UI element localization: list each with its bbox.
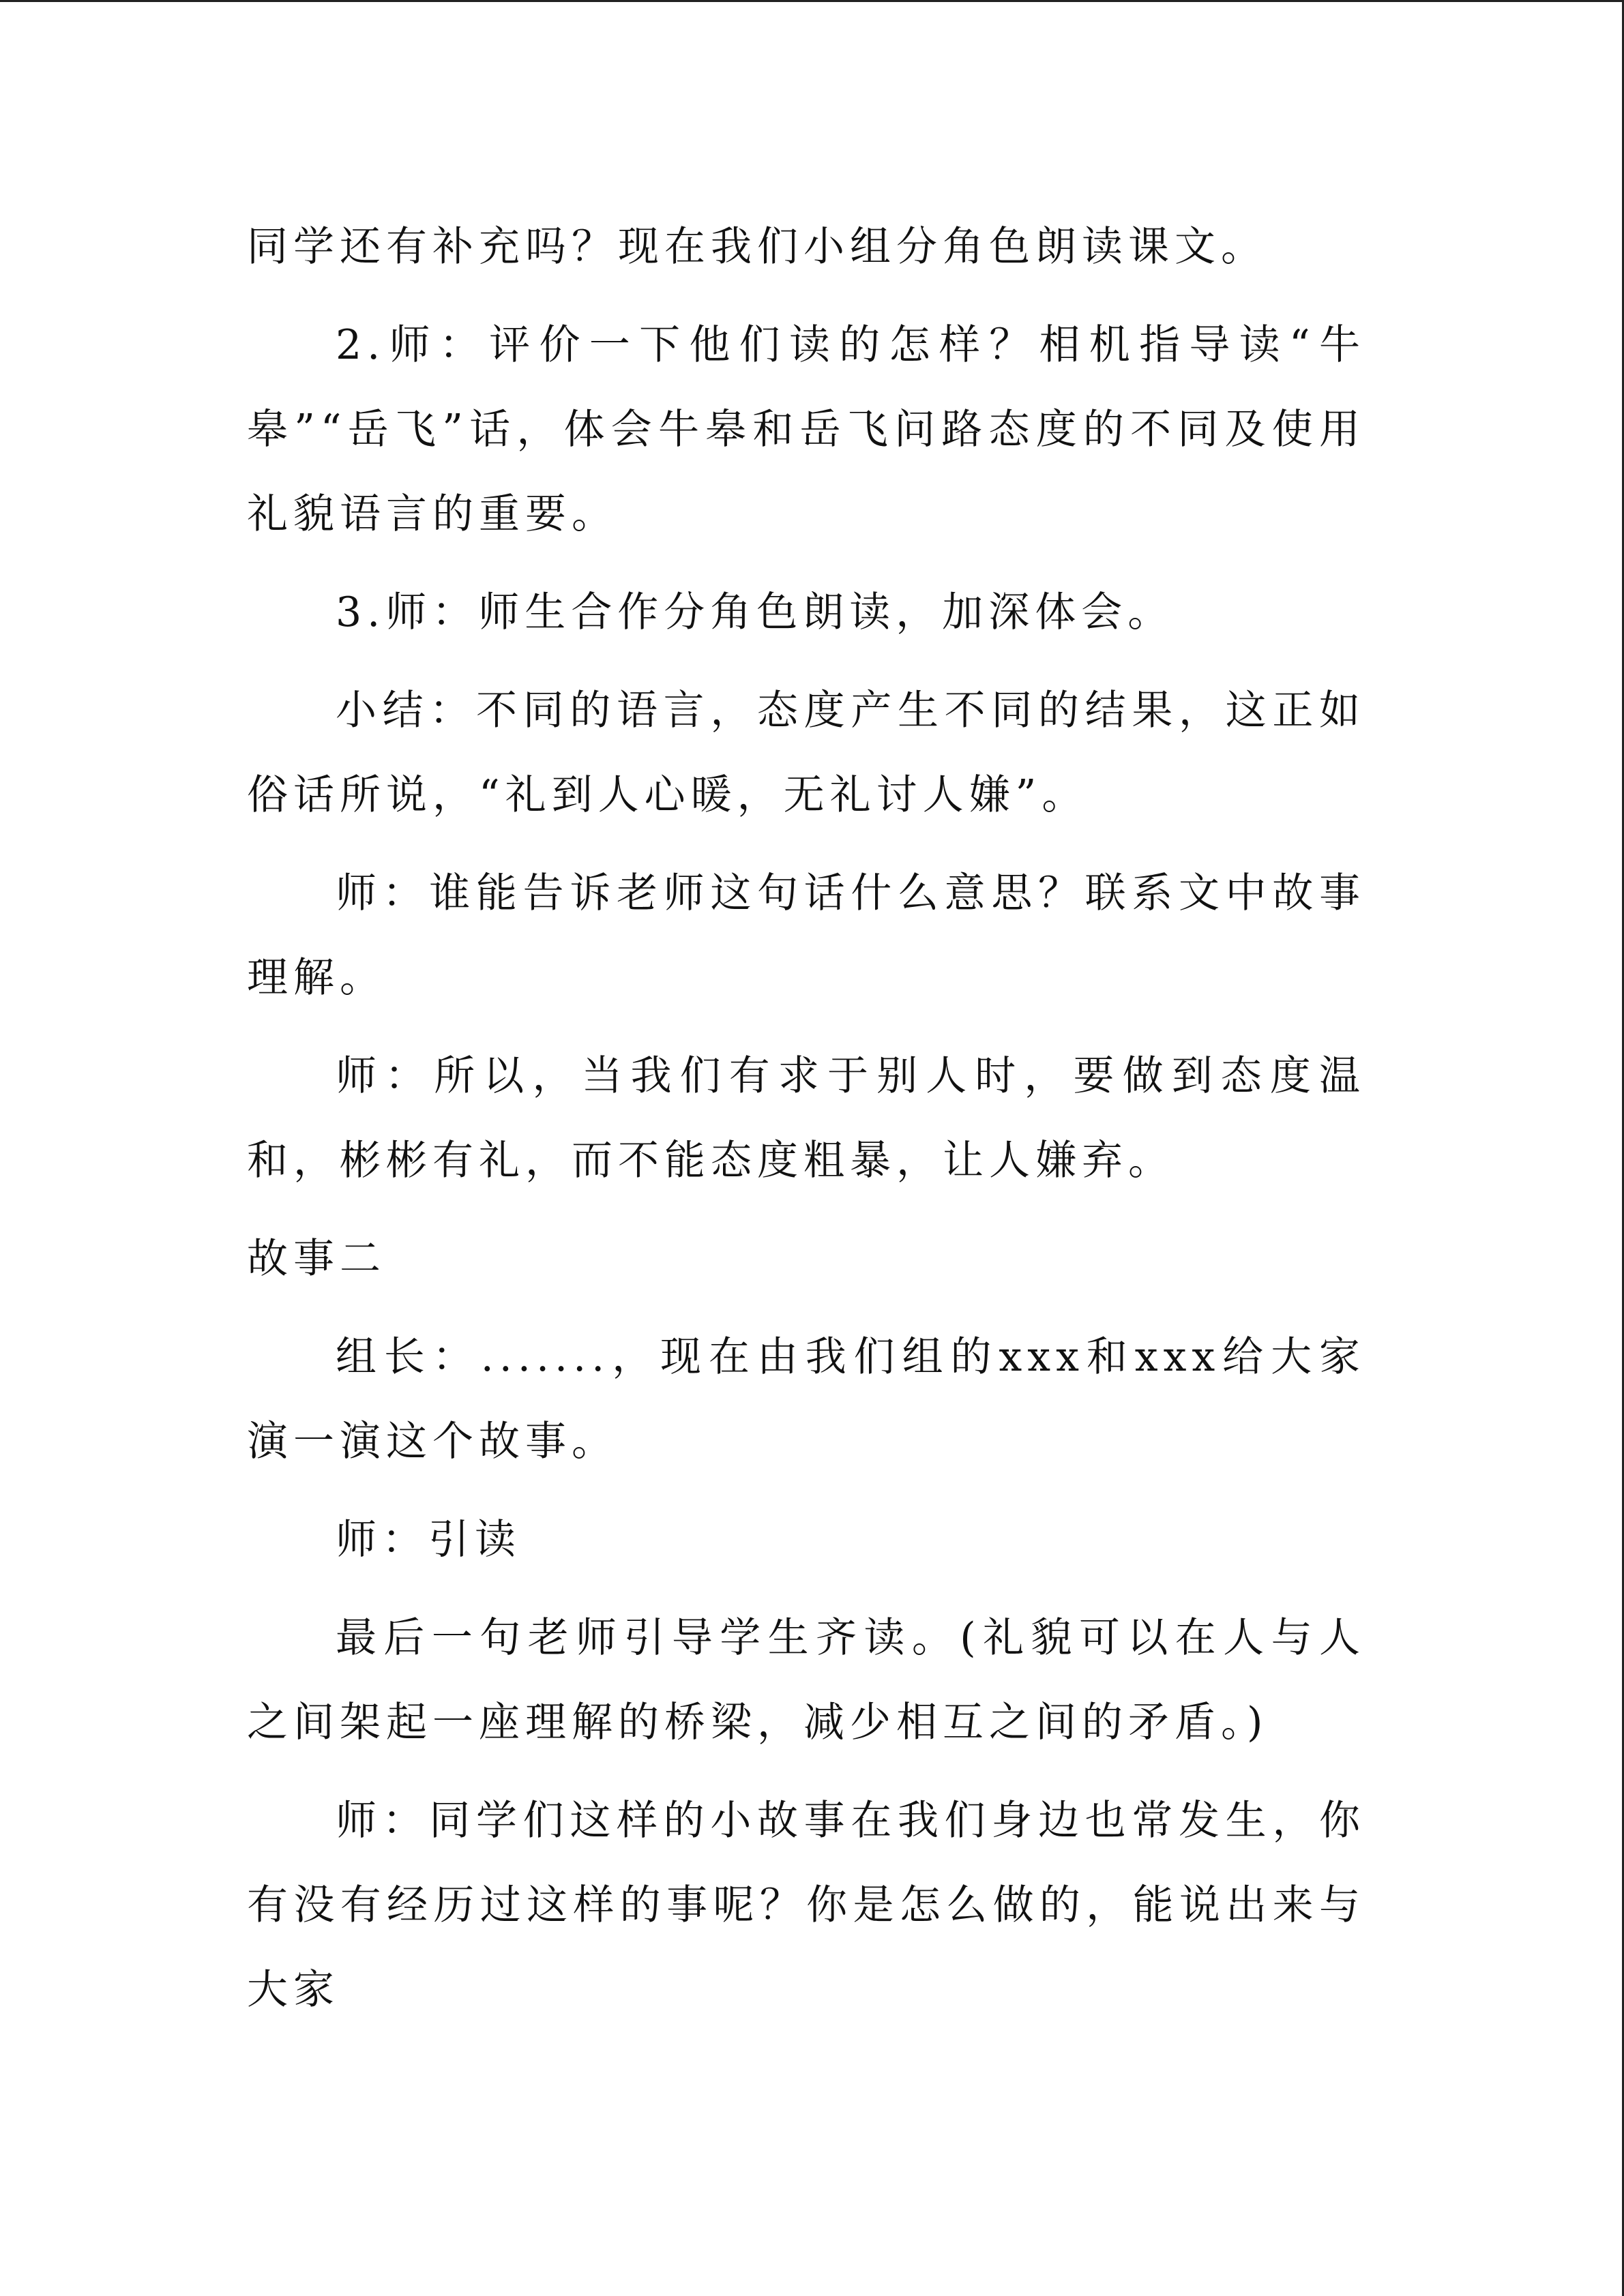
- paragraph-continuation: 同学还有补充吗？现在我们小组分角色朗读课文。: [247, 223, 1267, 271]
- section-heading-story-two: 故事二: [247, 1235, 386, 1283]
- paragraph-group-leader: 组长：.......，现在由我们组的xxx和xxx给大家演一演这个故事。: [247, 1333, 1365, 1465]
- paragraph-teacher-question: 师：谁能告诉老师这句话什么意思？联系文中故事理解。: [247, 869, 1365, 1002]
- paragraph-teacher-experience: 师：同学们这样的小故事在我们身边也常发生，你有没有经历过这样的事呢？你是怎么做的，能说出来与大家: [247, 1797, 1365, 2014]
- document-body: [247, 205, 1365, 2046]
- paragraph-summary: 小结：不同的语言，态度产生不同的结果，这正如俗话所说，“礼到人心暖，无礼讨人嫌”。: [247, 687, 1365, 819]
- paragraph-step-2: 2.师：评价一下他们读的怎样？相机指导读“牛皋”“岳飞”话，体会牛皋和岳飞问路态度的不同及使用礼貌语言的重要。: [247, 321, 1365, 538]
- paragraph-final-sentence: 最后一句老师引导学生齐读。(礼貌可以在人与人之间架起一座理解的桥梁，减少相互之间的矛盾。): [247, 1614, 1365, 1746]
- paragraph-step-3: 3.师：师生合作分角色朗读，加深体会。: [336, 588, 1175, 636]
- paragraph-teacher-conclusion: 师：所以，当我们有求于别人时，要做到态度温和，彬彬有礼，而不能态度粗暴，让人嫌弃。: [247, 1052, 1365, 1184]
- paragraph-guided-reading: 师：引读: [336, 1516, 521, 1564]
